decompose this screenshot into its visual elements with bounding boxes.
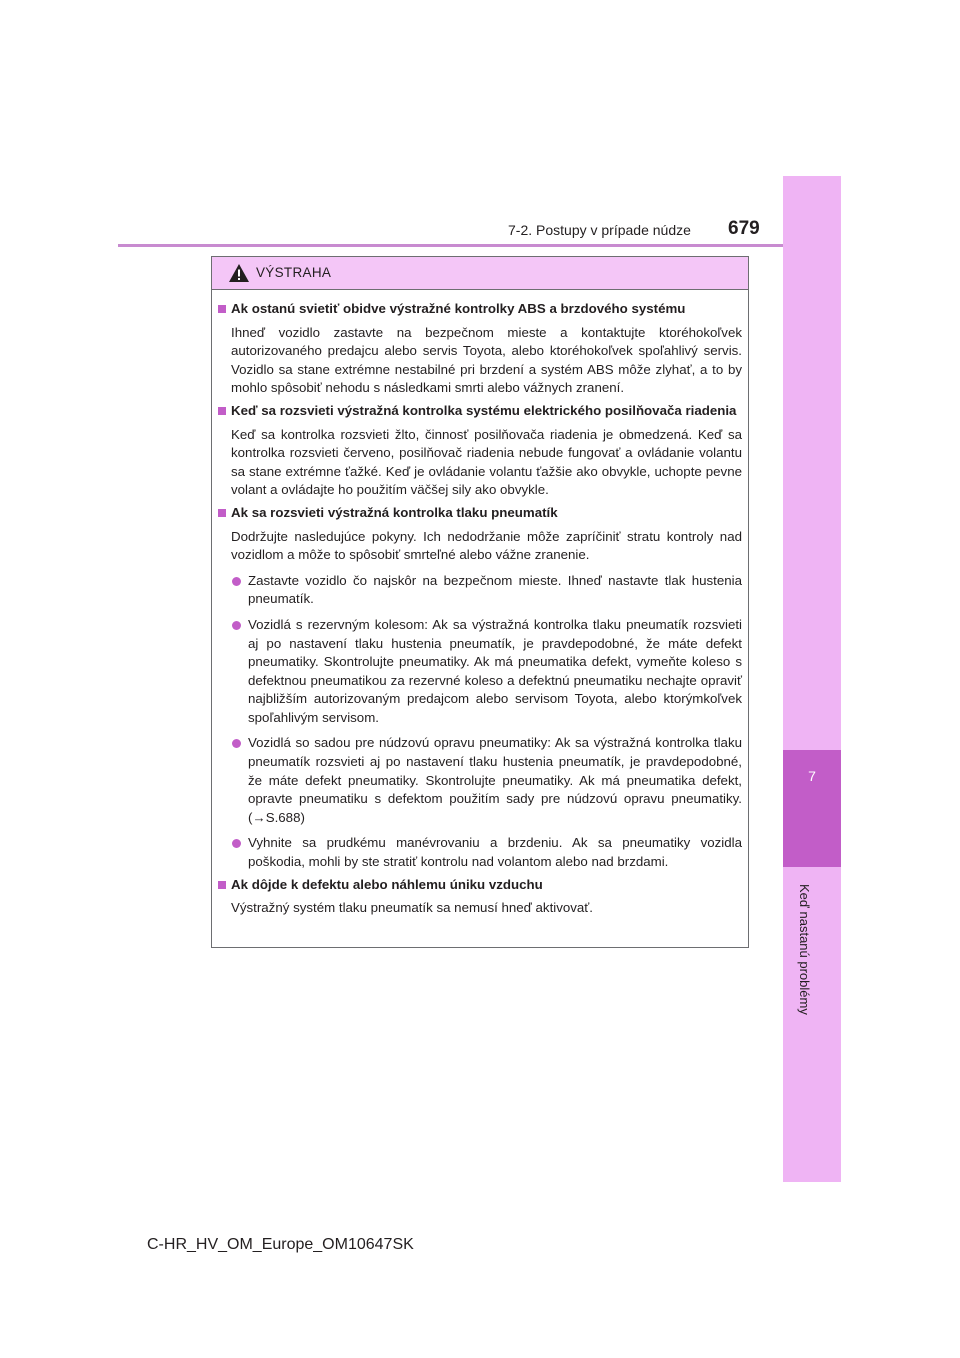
- item-text: Keď sa kontrolka rozsvieti žlto, činnosť posilňovača riadenia je obmedzená. Keď sa kontrolka rozsvieti červeno, posilňovač riadenia nebude fungovať a ovládanie volantu sa stane extrémne ťažké. Keď je ovládanie volantu ťažšie ako obvykle, uchopte pevne volant a ovládajte ho použitím väčšej sily ako obvykle.: [231, 426, 742, 498]
- list-item: [218, 734, 742, 827]
- item-heading: [218, 504, 742, 523]
- item-heading: [218, 402, 742, 421]
- item-heading: [218, 300, 742, 319]
- section-title: 7-2. Postupy v prípade núdze: [508, 222, 691, 238]
- warning-label: VÝSTRAHA: [256, 265, 332, 280]
- square-bullet-icon: [218, 407, 226, 415]
- item-text: Výstražný systém tlaku pneumatík sa nemusí hneď aktivovať.: [231, 900, 593, 916]
- square-bullet-icon: [218, 881, 226, 889]
- warning-header: [212, 257, 748, 290]
- chapter-side-tab: [783, 176, 841, 1182]
- warning-item: [218, 402, 742, 500]
- item-text: Dodržujte nasledujúce pokyny. Ich nedodržanie môže zapríčiniť stratu kontroly nad vozidlom a môže to spôsobiť smrteľné alebo vážne zranenie.: [231, 528, 742, 563]
- chapter-title: Keď nastanú problémy: [797, 884, 812, 1015]
- list-item: [218, 616, 742, 728]
- header-rule: [118, 244, 783, 247]
- square-bullet-icon: [218, 305, 226, 313]
- list-item-text: Zastavte vozidlo čo najskôr na bezpečnom mieste. Ihneď nastavte tlak hustenia pneumatík.: [248, 572, 742, 607]
- square-bullet-icon: [218, 509, 226, 517]
- item-title: Ak ostanú svietiť obidve výstražné kontrolky ABS a brzdového systému: [231, 301, 686, 316]
- page-number: 679: [728, 218, 760, 239]
- round-bullet-icon: [232, 739, 241, 748]
- list-item-text: Vozidlá so sadou pre núdzovú opravu pneumatiky: Ak sa výstražná kontrolka tlaku pneumatík rozsvieti aj po nastavení tlaku hustenia pneumatík, je pravdepodobné, že máte defekt pneumatiky. Skontrolujte pneumatiky. Ak má pneumatika defekt, opravte pneumatiku s defektom použitím sady pre núdzovú opravu pneumatiky. (→S.688): [248, 735, 742, 825]
- item-title: Keď sa rozsvieti výstražná kontrolka systému elektrického posilňovača riadenia: [231, 402, 737, 418]
- list-item: [218, 572, 742, 609]
- round-bullet-icon: [232, 577, 241, 586]
- round-bullet-icon: [232, 839, 241, 848]
- warning-item: [218, 504, 742, 872]
- list-item: [218, 834, 742, 871]
- document-code: C-HR_HV_OM_Europe_OM10647SK: [147, 1236, 414, 1253]
- round-bullet-icon: [232, 621, 241, 630]
- warning-box: [211, 256, 749, 948]
- item-title: Ak dôjde k defektu alebo náhlemu úniku vzduchu: [231, 876, 543, 892]
- warning-item: [218, 876, 742, 918]
- warning-body: [212, 290, 748, 918]
- item-heading: [218, 876, 742, 895]
- item-text: Ihneď vozidlo zastavte na bezpečnom mieste a kontaktujte ktoréhokoľvek autorizovaného predajcu alebo servis Toyota, alebo ktoréhokoľvek spoľahlivý servis. Vozidlo sa stane extrémne nestabilné pri brzdení a systém ABS môže zlyhať, a to by mohlo spôsobiť nehodu s následkami smrti alebo vážnych zranení.: [231, 324, 742, 396]
- item-title: Ak sa rozsvieti výstražná kontrolka tlaku pneumatík: [231, 504, 558, 520]
- chapter-number: 7: [808, 768, 816, 784]
- list-item-text: Vozidlá s rezervným kolesom: Ak sa výstražná kontrolka tlaku pneumatík rozsvieti aj po nastavení tlaku hustenia pneumatík, je pravdepodobné, že máte defekt pneumatiky. Skontrolujte pneumatiky. Ak má pneumatika defekt, vymeňte koleso s defektnou pneumatikou za rezervné koleso a defektnú pneumatiku nechajte opraviť najbližším autorizovaným predajcom alebo servisom Toyota, alebo ktorýmkoľvek spoľahlivým servisom.: [248, 616, 742, 725]
- list-item-text: Vyhnite sa prudkému manévrovaniu a brzdeniu. Ak sa pneumatiky vozidla poškodia, mohli by ste stratiť kontrolu nad volantom alebo nad brzdami.: [248, 835, 742, 870]
- warning-triangle-icon: [228, 263, 250, 283]
- warning-item: [218, 300, 742, 398]
